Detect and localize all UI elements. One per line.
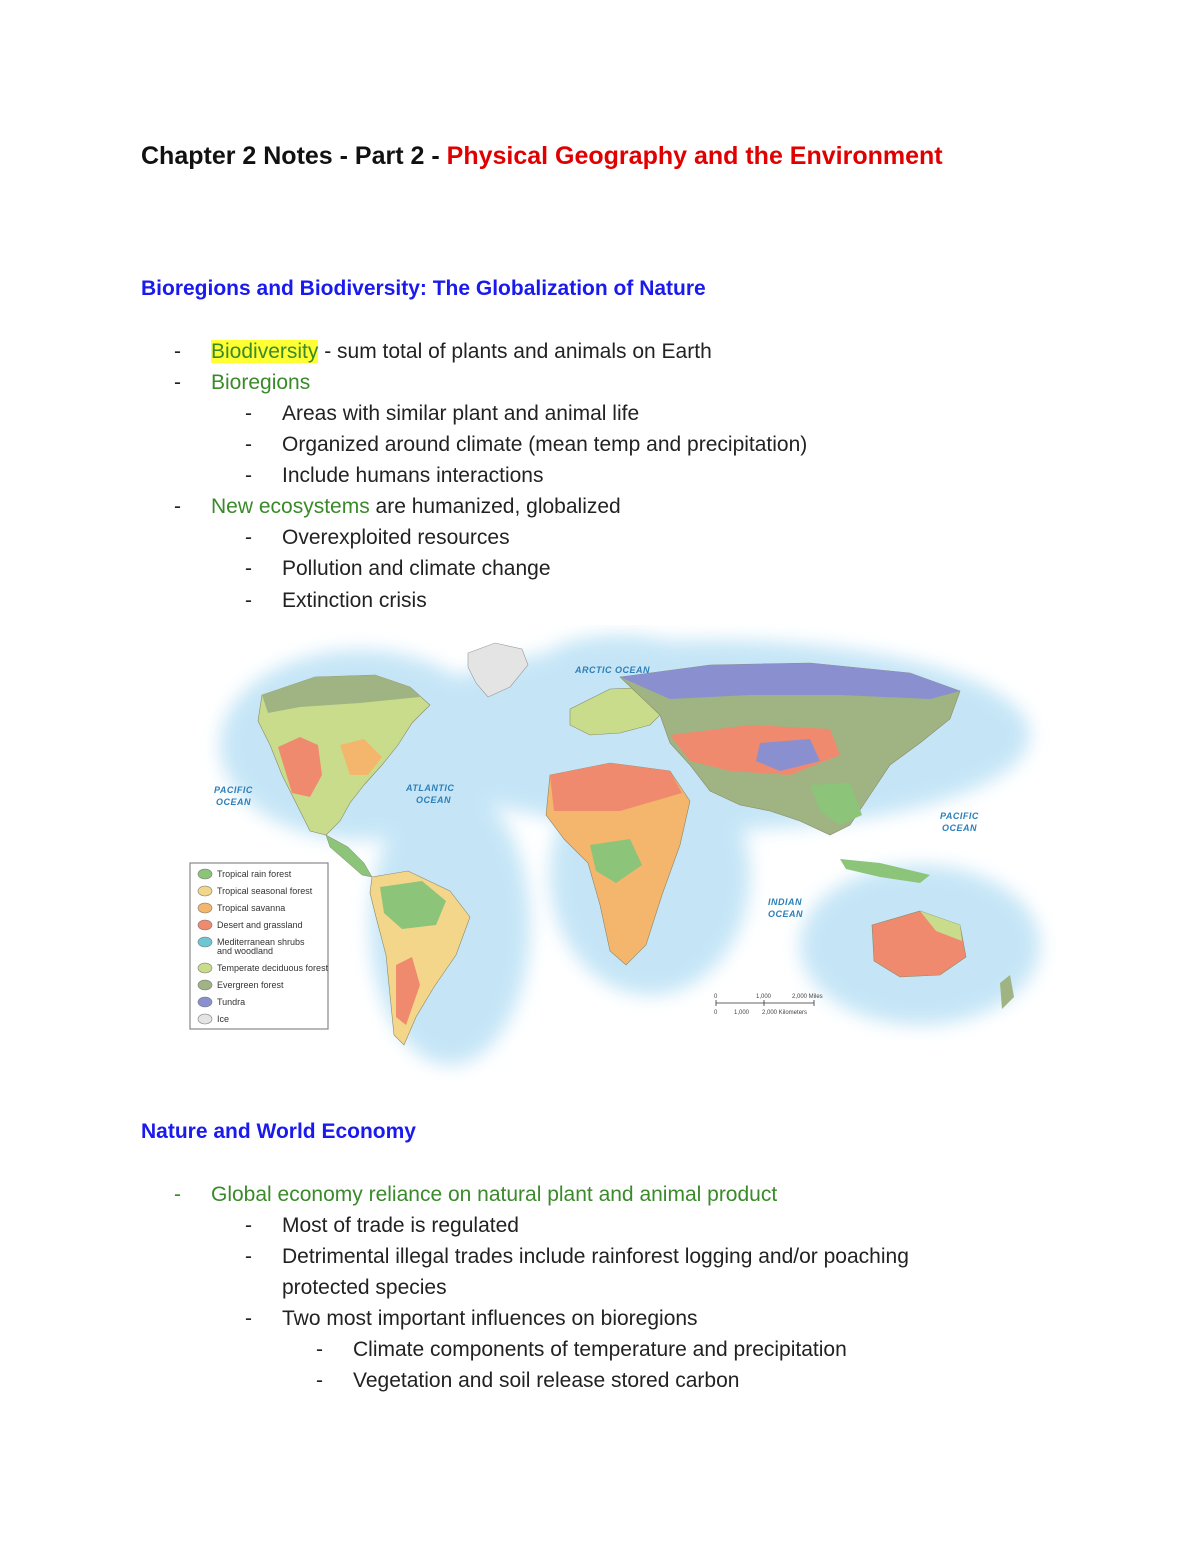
ocean-label: PACIFIC: [940, 811, 979, 821]
legend-label: Temperate deciduous forest: [217, 963, 329, 973]
legend-label: Tropical savanna: [217, 903, 286, 913]
svg-text:1,000: 1,000: [756, 994, 772, 1000]
legend-swatch: [198, 937, 212, 947]
section-heading-economy: Nature and World Economy: [141, 1120, 416, 1143]
term-biodiversity: Biodiversity: [211, 340, 319, 363]
legend-swatch: [198, 920, 212, 930]
svg-text:2,000 Kilometers: 2,000 Kilometers: [762, 1010, 808, 1016]
title-main: Chapter 2 Notes - Part 2 -: [141, 142, 447, 170]
svg-text:0: 0: [714, 994, 718, 1000]
legend-label: Tundra: [217, 997, 246, 1007]
legend-swatch: [198, 963, 212, 973]
ocean-label: ATLANTIC: [406, 783, 455, 793]
ocean-label: OCEAN: [416, 795, 452, 805]
legend-label: Evergreen forest: [217, 980, 284, 990]
ocean-label: OCEAN: [768, 909, 804, 919]
legend-label: and woodland: [217, 946, 274, 956]
title-accent: Physical Geography and the Environment: [446, 142, 943, 170]
section-heading-bioregions: Bioregions and Biodiversity: The Globalization of Nature: [141, 277, 706, 300]
legend-swatch: [198, 997, 212, 1007]
term-bioregions: Bioregions: [211, 371, 311, 394]
central-america: [326, 835, 372, 877]
legend-swatch: [198, 903, 212, 913]
legend-label: Mediterranean shrubs: [217, 937, 305, 947]
legend-swatch: [198, 1014, 212, 1024]
bioregions-world-map: [150, 625, 1070, 1080]
legend-swatch: [198, 869, 212, 879]
svg-text:1,000: 1,000: [734, 1010, 750, 1016]
legend-swatch: [198, 886, 212, 896]
term-new-ecosystems: New ecosystems: [211, 495, 370, 518]
legend-label: Desert and grassland: [217, 920, 303, 930]
ocean-label: OCEAN: [216, 797, 252, 807]
svg-text:2,000 Miles: 2,000 Miles: [792, 994, 823, 1000]
legend-label: Tropical rain forest: [217, 869, 292, 879]
legend-label: Tropical seasonal forest: [217, 886, 313, 896]
svg-text:0: 0: [714, 1010, 718, 1016]
ocean-label: PACIFIC: [214, 785, 253, 795]
page-title: [141, 142, 943, 171]
legend-label: Ice: [217, 1014, 230, 1024]
scale-bar: [714, 994, 823, 1016]
legend-swatch: [198, 980, 212, 990]
ocean-label: OCEAN: [942, 823, 978, 833]
map-legend: [190, 863, 329, 1029]
ocean-label: INDIAN: [768, 897, 802, 907]
ocean-label: ARCTIC OCEAN: [575, 665, 650, 675]
